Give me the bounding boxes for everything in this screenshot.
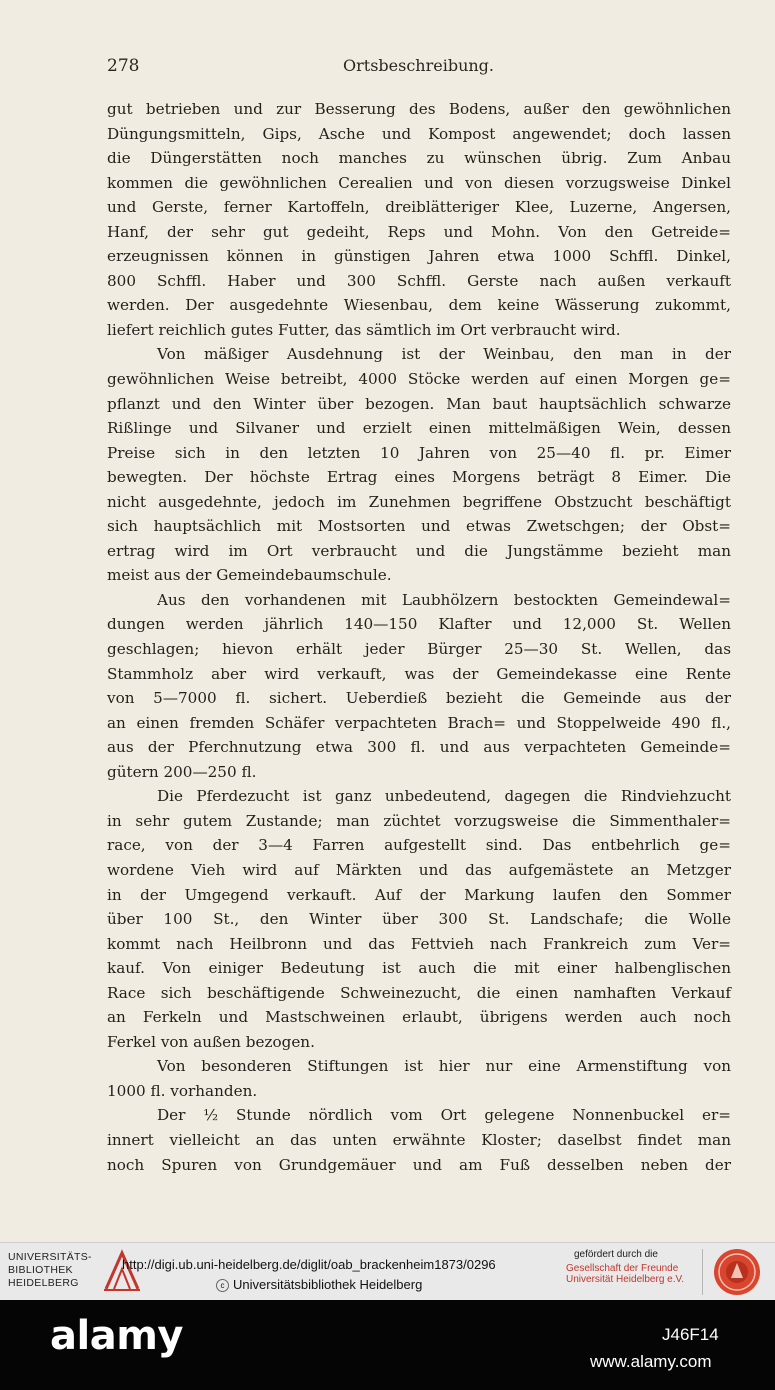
sponsor-name <box>566 1263 702 1285</box>
library-footer <box>0 1242 775 1301</box>
text-line: Preise sich in den letzten 10 Jahren von 25—40 fl. pr. Eimer <box>107 443 731 462</box>
alamy-logo: alamy <box>50 1313 183 1359</box>
sponsor-label: gefördert durch die <box>574 1249 658 1260</box>
text-line: 800 Schffl. Haber und 300 Schffl. Gerste nach außen verkauft <box>107 271 731 290</box>
text-line: in sehr gutem Zustande; man züchtet vorzugsweise die Simmenthaler= <box>107 811 731 830</box>
text-line: Die Pferdezucht ist ganz unbedeutend, dagegen die Rindviehzucht <box>157 787 731 806</box>
footer-divider <box>702 1249 703 1295</box>
text-line: wordene Vieh wird auf Märkten und das aufgemästete an Metzger <box>107 860 731 879</box>
text-line: nicht ausgedehnte, jedoch im Zunehmen begriffene Obstzucht beschäftigt <box>107 492 731 511</box>
body-text <box>107 97 731 1177</box>
sponsor-name-line: Gesellschaft der Freunde <box>566 1263 679 1274</box>
text-line: gütern 200—250 fl. <box>107 762 257 781</box>
text-line: Race sich beschäftigende Schweinezucht, die einen namhaften Verkauf <box>107 983 731 1002</box>
text-line: Aus den vorhandenen mit Laubhölzern bestockten Gemeindewal= <box>157 590 731 609</box>
library-name-line: BIBLIOTHEK <box>8 1264 73 1276</box>
library-name <box>8 1251 92 1290</box>
copyright-icon: c <box>216 1279 229 1292</box>
text-line: gut betrieben und zur Besserung des Bodens, außer den gewöhnlichen <box>107 100 731 118</box>
text-line: innert vielleicht an das unten erwähnte Kloster; daselbst findet man <box>107 1130 731 1149</box>
text-line: pflanzt und den Winter über bezogen. Man baut hauptsächlich schwarze <box>107 394 731 413</box>
text-line: Hanf, der sehr gut gedeiht, Reps und Mohn. Von den Getreide= <box>107 222 731 241</box>
text-line: werden. Der ausgedehnte Wiesenbau, dem keine Wässerung zukommt, <box>107 296 731 315</box>
text-line: ertrag wird im Ort verbraucht und die Jungstämme bezieht man <box>107 541 731 560</box>
text-line: Rißlinge und Silvaner und erzielt einen mittelmäßigen Wein, dessen <box>107 419 731 438</box>
running-head: Ortsbeschreibung. <box>343 56 495 75</box>
text-line: geschlagen; hievon erhält jeder Bürger 25—30 St. Wellen, das <box>107 640 731 659</box>
university-seal-icon <box>712 1247 762 1297</box>
text-line: von 5—7000 fl. sichert. Ueberdieß bezieht die Gemeinde aus der <box>107 689 731 708</box>
text-line: kommen die gewöhnlichen Cerealien und von diesen vorzugsweise Dinkel <box>107 173 731 192</box>
text-line: 1000 fl. vorhanden. <box>107 1081 258 1100</box>
text-line: Ferkel von außen bezogen. <box>107 1032 315 1051</box>
text-line: gewöhnlichen Weise betreibt, 4000 Stöcke werden auf einen Morgen ge= <box>107 370 731 389</box>
text-line: sich hauptsächlich mit Mostsorten und etwas Zwetschgen; der Obst= <box>107 517 731 536</box>
text-line: Stammholz aber wird verkauft, was der Gemeindekasse eine Rente <box>107 664 731 683</box>
copyright-notice <box>216 1277 422 1292</box>
copyright-text: Universitätsbibliothek Heidelberg <box>233 1277 423 1292</box>
sponsor-name-line: Universität Heidelberg e.V. <box>566 1274 685 1285</box>
text-line: kommt nach Heilbronn und das Fettvieh nach Frankreich zum Ver= <box>107 934 731 953</box>
text-line: dungen werden jährlich 140—150 Klafter und 12,000 St. Wellen <box>107 615 731 634</box>
text-line: aus der Pferchnutzung etwa 300 fl. und aus verpachteten Gemeinde= <box>107 738 731 757</box>
library-name-line: HEIDELBERG <box>8 1277 79 1289</box>
text-line: erzeugnissen können in günstigen Jahren etwa 1000 Schffl. Dinkel, <box>107 247 731 266</box>
page-number: 278 <box>107 56 140 76</box>
text-line: race, von der 3—4 Farren aufgestellt sind. Das entbehrlich ge= <box>107 836 731 855</box>
text-line: Von mäßiger Ausdehnung ist der Weinbau, den man in der <box>157 345 731 364</box>
digital-copy-link[interactable]: http://digi.ub.uni-heidelberg.de/diglit/oab_brackenheim1873/0296 <box>122 1257 496 1272</box>
alamy-url: www.alamy.com <box>590 1352 712 1371</box>
text-line: Von besonderen Stiftungen ist hier nur eine Armenstiftung von <box>157 1057 731 1076</box>
text-line: Düngungsmitteln, Gips, Asche und Kompost angewendet; doch lassen <box>107 124 731 143</box>
text-line: Der ½ Stunde nördlich vom Ort gelegene Nonnenbuckel er= <box>157 1106 731 1125</box>
text-line: in der Umgegend verkauft. Auf der Markung laufen den Sommer <box>107 885 731 904</box>
text-line: an Ferkeln und Mastschweinen erlaubt, übrigens werden auch noch <box>107 1008 731 1027</box>
sponsor-block <box>566 1249 702 1285</box>
text-line: über 100 St., den Winter über 300 St. Landschafe; die Wolle <box>107 910 731 929</box>
text-line: meist aus der Gemeindebaumschule. <box>107 566 392 585</box>
text-line: bewegten. Der höchste Ertrag eines Morgens beträgt 8 Eimer. Die <box>107 468 731 487</box>
library-name-line: UNIVERSITÄTS- <box>8 1251 92 1263</box>
text-line: noch Spuren von Grundgemäuer und am Fuß desselben neben der <box>107 1155 731 1174</box>
text-line: kauf. Von einiger Bedeutung ist auch die mit einer halbenglischen <box>107 959 731 978</box>
text-line: liefert reichlich gutes Futter, das sämtlich im Ort verbraucht wird. <box>107 320 621 339</box>
text-line: an einen fremden Schäfer verpachteten Brach= und Stoppelweide 490 fl., <box>107 713 731 732</box>
image-id: J46F14 <box>662 1325 719 1344</box>
text-line: die Düngerstätten noch manches zu wünschen übrig. Zum Anbau <box>107 149 731 168</box>
text-line: und Gerste, ferner Kartoffeln, dreiblätteriger Klee, Luzerne, Angersen, <box>107 198 731 217</box>
